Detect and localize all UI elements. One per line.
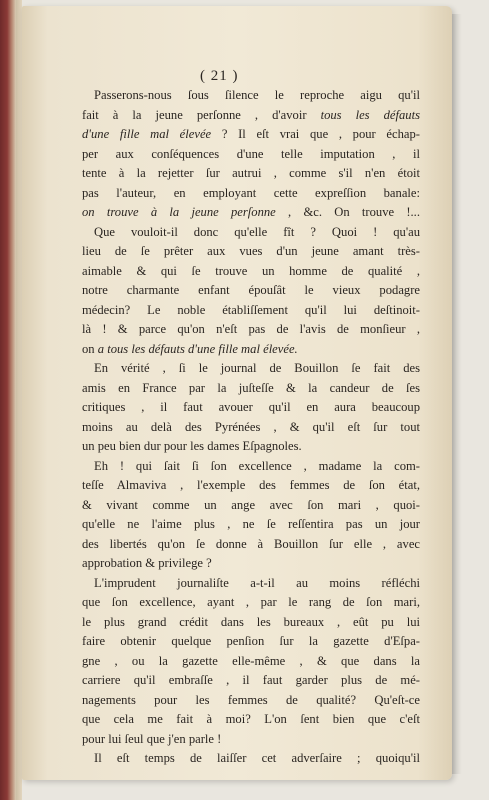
text-run: amis en France par la juſteſſe & la candeur de ſes bbox=[82, 380, 420, 395]
text-line bbox=[82, 476, 420, 496]
text-line bbox=[82, 223, 420, 243]
text-line bbox=[82, 554, 420, 574]
text-line bbox=[82, 320, 420, 340]
text-run: le plus grand crédit dans les bureaux , eût pu lui bbox=[82, 614, 420, 629]
text-line bbox=[82, 457, 420, 477]
italic-text: tous les défauts bbox=[320, 107, 420, 122]
text-line bbox=[82, 301, 420, 321]
text-run: , &c. On trouve !... bbox=[275, 205, 420, 219]
text-line bbox=[82, 125, 420, 145]
italic-text: d'une fille mal élevée bbox=[82, 127, 212, 141]
text-line bbox=[82, 730, 420, 750]
text-line bbox=[82, 496, 420, 516]
text-line bbox=[82, 340, 420, 360]
text-run: L'imprudent journaliſte a-t-il au moins réfléchi bbox=[94, 575, 420, 590]
text-line bbox=[82, 437, 420, 457]
text-run: Passerons-nous ſous ſilence le reproche aigu qu'il bbox=[94, 88, 420, 102]
text-run: pas l'auteur, en employant cette expreſſion banale: bbox=[82, 185, 420, 200]
text-line bbox=[82, 593, 420, 613]
text-run: gne , ou la gazette elle-même , & que dans la bbox=[82, 653, 420, 668]
text-run: Que vouloit-il donc qu'elle fît ? Quoi ! qu'au bbox=[94, 224, 420, 239]
text-run: qu'elle ne l'aime plus , ne ſe reſſentira pas un jour bbox=[82, 517, 420, 531]
text-run: carriere qu'il embraſſe , il faut garder plus de mé- bbox=[82, 673, 420, 687]
text-run: pour lui ſeul que j'en parle ! bbox=[82, 731, 222, 746]
text-run: fait à la jeune perſonne , d'avoir bbox=[82, 107, 321, 122]
page-number: ( 21 ) bbox=[200, 68, 239, 84]
text-line bbox=[82, 398, 420, 418]
text-run: un peu bien dur pour les dames Eſpagnoles. bbox=[82, 439, 302, 453]
text-line bbox=[82, 184, 420, 204]
text-run: notre charmante enfant épouſât le vieux podagre bbox=[82, 283, 420, 297]
text-run: moins au delà des Pyrénées , & qu'il eſt ſur tout bbox=[82, 419, 420, 434]
book-spine bbox=[0, 0, 16, 800]
text-run: critiques , il faut avouer qu'il en aura beaucoup bbox=[82, 400, 420, 414]
text-run: ? Il eſt vrai que , pour échap- bbox=[211, 127, 420, 141]
text-line bbox=[82, 86, 420, 106]
text-line bbox=[82, 164, 420, 184]
text-line bbox=[82, 749, 420, 769]
text-line bbox=[82, 145, 420, 165]
text-line bbox=[82, 379, 420, 399]
text-run: approbation & privilege ? bbox=[82, 556, 212, 570]
text-line bbox=[82, 710, 420, 730]
text-run: & vivant comme un ange avec ſon mari , quoi- bbox=[82, 497, 420, 512]
text-run: tente à la rejetter ſur autrui , comme s'il n'en étoit bbox=[82, 166, 420, 180]
text-run: médecin? Le noble établiſſement qu'il lui deſtinoit- bbox=[82, 302, 420, 317]
text-line bbox=[82, 632, 420, 652]
text-run: que cela me fait à moi? L'on ſent bien que c'eſt bbox=[82, 712, 420, 726]
text-run: nagements pour les femmes de qualité? Qu'eſt-ce bbox=[82, 692, 420, 707]
text-line bbox=[82, 671, 420, 691]
page-shadow bbox=[452, 14, 462, 774]
page-text bbox=[82, 86, 420, 769]
text-run: des libertés qu'on ſe donne à Bouillon ſur elle , avec bbox=[82, 536, 420, 551]
text-run: Eh ! qui ſait ſi ſon excellence , madame la com- bbox=[94, 458, 420, 473]
text-run: que ſon excellence, ayant , par le rang de ſon mari, bbox=[82, 595, 420, 609]
text-run: En vérité , ſi le journal de Bouillon ſe fait des bbox=[94, 361, 420, 375]
text-line bbox=[82, 691, 420, 711]
text-run: teſſe Almaviva , l'exemple des femmes de ſon état, bbox=[82, 478, 420, 492]
text-run: là ! & parce qu'on n'eſt pas de l'avis de monſieur , bbox=[82, 322, 420, 336]
text-line bbox=[82, 242, 420, 262]
text-line bbox=[82, 613, 420, 633]
text-run: aimable & qui ſe trouve un homme de qualité , bbox=[82, 263, 420, 278]
text-run: on bbox=[82, 341, 98, 356]
text-line bbox=[82, 515, 420, 535]
text-line bbox=[82, 203, 420, 223]
text-line bbox=[82, 106, 420, 126]
text-run: per aux conſéquences d'une telle imputation , il bbox=[82, 146, 420, 161]
text-line bbox=[82, 281, 420, 301]
italic-text: a tous les défauts d'une fille mal élevée. bbox=[97, 341, 298, 356]
text-line bbox=[82, 418, 420, 438]
italic-text: on trouve à la jeune perſonne bbox=[82, 205, 276, 219]
text-line bbox=[82, 535, 420, 555]
text-line bbox=[82, 652, 420, 672]
text-line bbox=[82, 262, 420, 282]
text-run: Il eſt temps de laiſſer cet adverſaire ; quoiqu'il bbox=[94, 751, 420, 765]
text-line bbox=[82, 574, 420, 594]
text-run: lieu de ſe prêter aux vues d'un jeune amant très- bbox=[82, 244, 420, 258]
text-run: faire obtenir quelque penſion ſur la gazette d'Eſpa- bbox=[82, 634, 420, 648]
text-line bbox=[82, 359, 420, 379]
